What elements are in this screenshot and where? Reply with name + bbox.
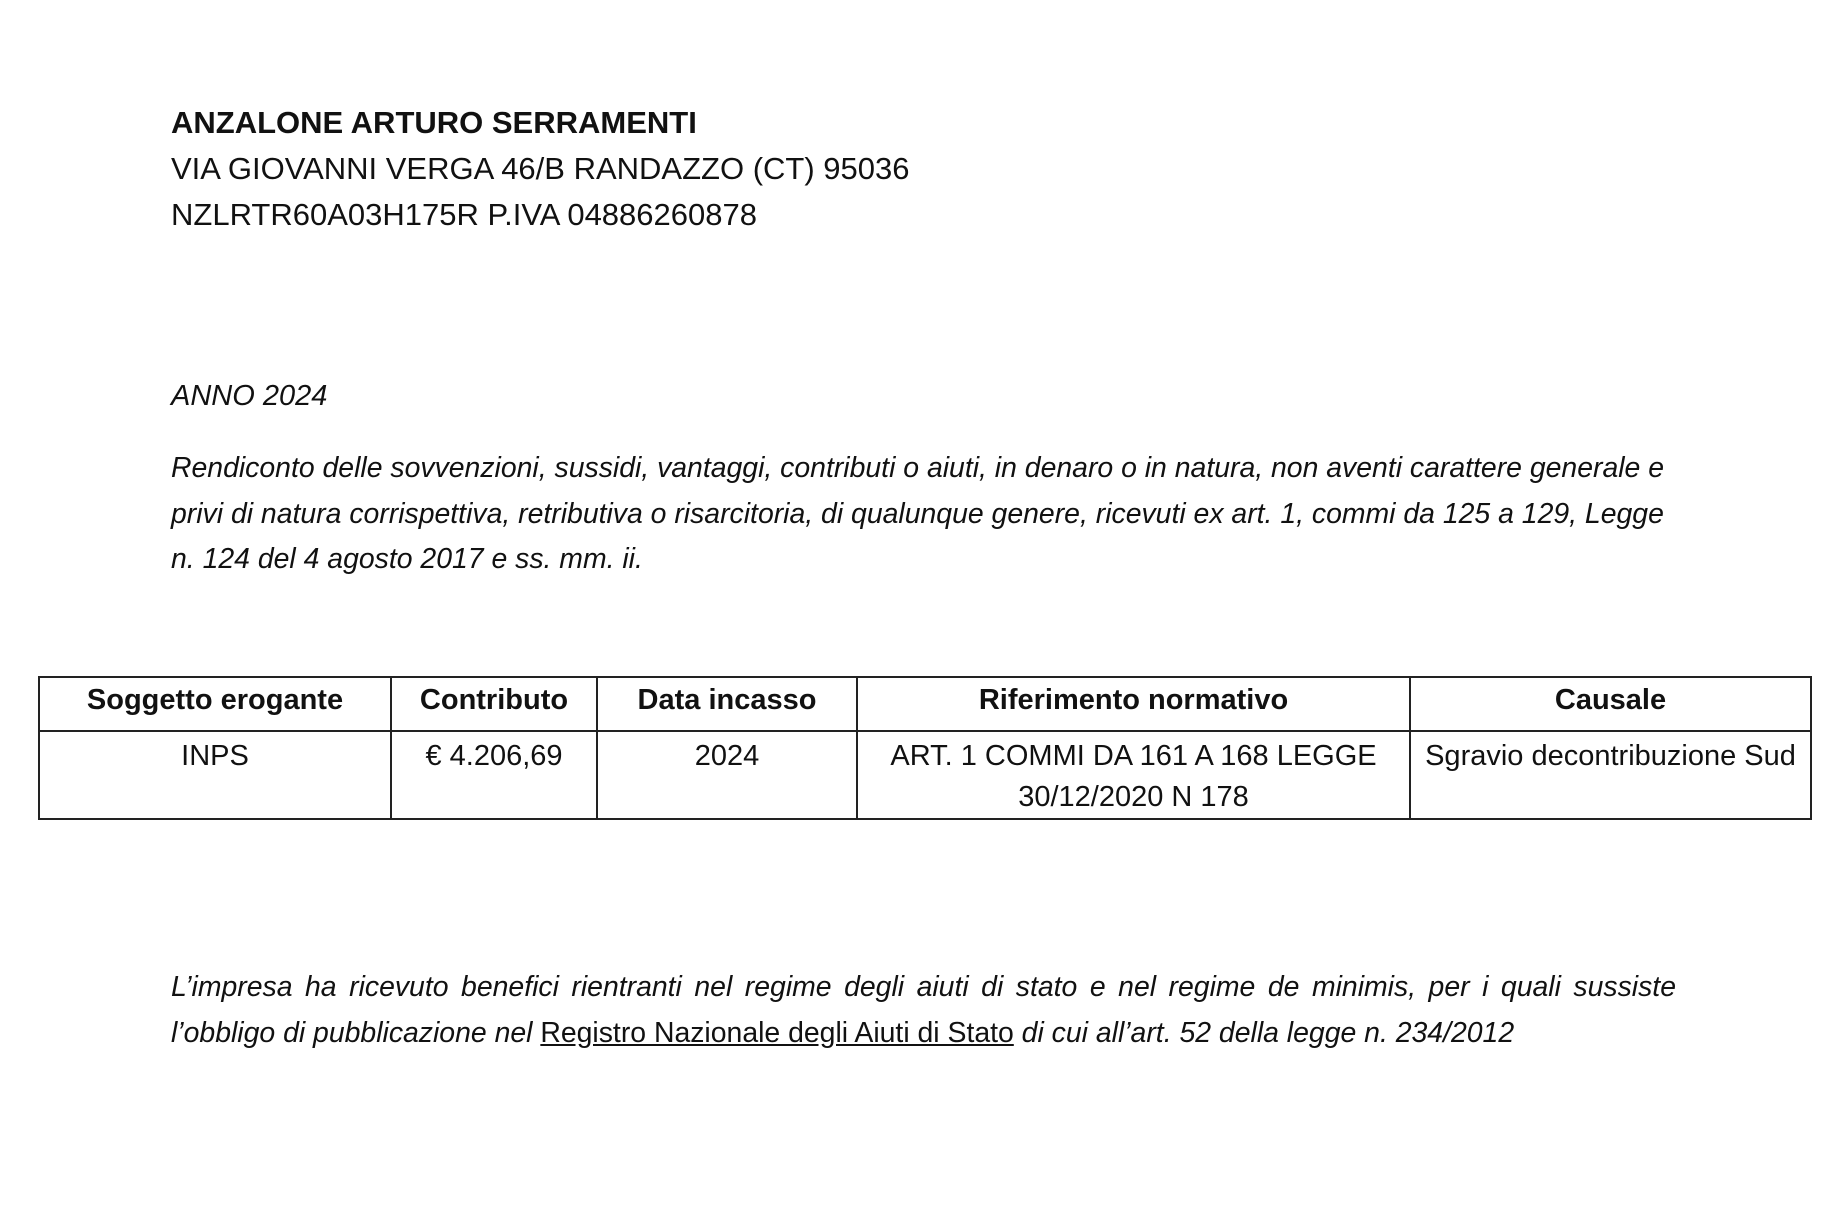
cell-contributo: € 4.206,69 bbox=[391, 731, 597, 819]
state-aid-note bbox=[171, 965, 1676, 1056]
cell-riferimento-normativo: ART. 1 COMMI DA 161 A 168 LEGGE 30/12/2020 N 178 bbox=[857, 731, 1410, 819]
note-text-before: L’impresa ha ricevuto benefici rientranti nel regime degli aiuti di stato e nel regime de minimis, per i quali sussiste l’obbligo di pubblicazione nel bbox=[171, 971, 1676, 1049]
note-text-after: di cui all’art. 52 della legge n. 234/2012 bbox=[1013, 1016, 1515, 1049]
report-intro: Rendiconto delle sovvenzioni, sussidi, vantaggi, contributi o aiuti, in denaro o in natura, non aventi carattere generale e privi di natura corrispettiva, retributiva o risarcitoria, di qualunque genere, ricevuti ex art. 1, commi da 125 a 129, Legge n. 124 del 4 agosto 2017 e ss. mm. ii. bbox=[171, 452, 1665, 575]
company-name: ANZALONE ARTURO SERRAMENTI bbox=[171, 105, 697, 140]
header-soggetto-erogante: Soggetto erogante bbox=[39, 677, 391, 731]
table-header-row bbox=[39, 677, 1811, 731]
registry-link[interactable]: Registro Nazionale degli Aiuti di Stato bbox=[540, 1016, 1014, 1049]
header-data-incasso: Data incasso bbox=[597, 677, 857, 731]
company-tax-ids: NZLRTR60A03H175R P.IVA 04886260878 bbox=[171, 197, 757, 232]
contributions-table bbox=[38, 676, 1812, 820]
company-address: VIA GIOVANNI VERGA 46/B RANDAZZO (CT) 95036 bbox=[171, 151, 910, 186]
header-riferimento-normativo: Riferimento normativo bbox=[857, 677, 1410, 731]
company-header bbox=[171, 100, 909, 238]
header-causale: Causale bbox=[1410, 677, 1811, 731]
cell-causale: Sgravio decontribuzione Sud bbox=[1410, 731, 1811, 819]
cell-data-incasso: 2024 bbox=[597, 731, 857, 819]
header-contributo: Contributo bbox=[391, 677, 597, 731]
report-year: ANNO 2024 bbox=[171, 380, 328, 412]
table-row bbox=[39, 731, 1811, 819]
cell-soggetto-erogante: INPS bbox=[39, 731, 391, 819]
